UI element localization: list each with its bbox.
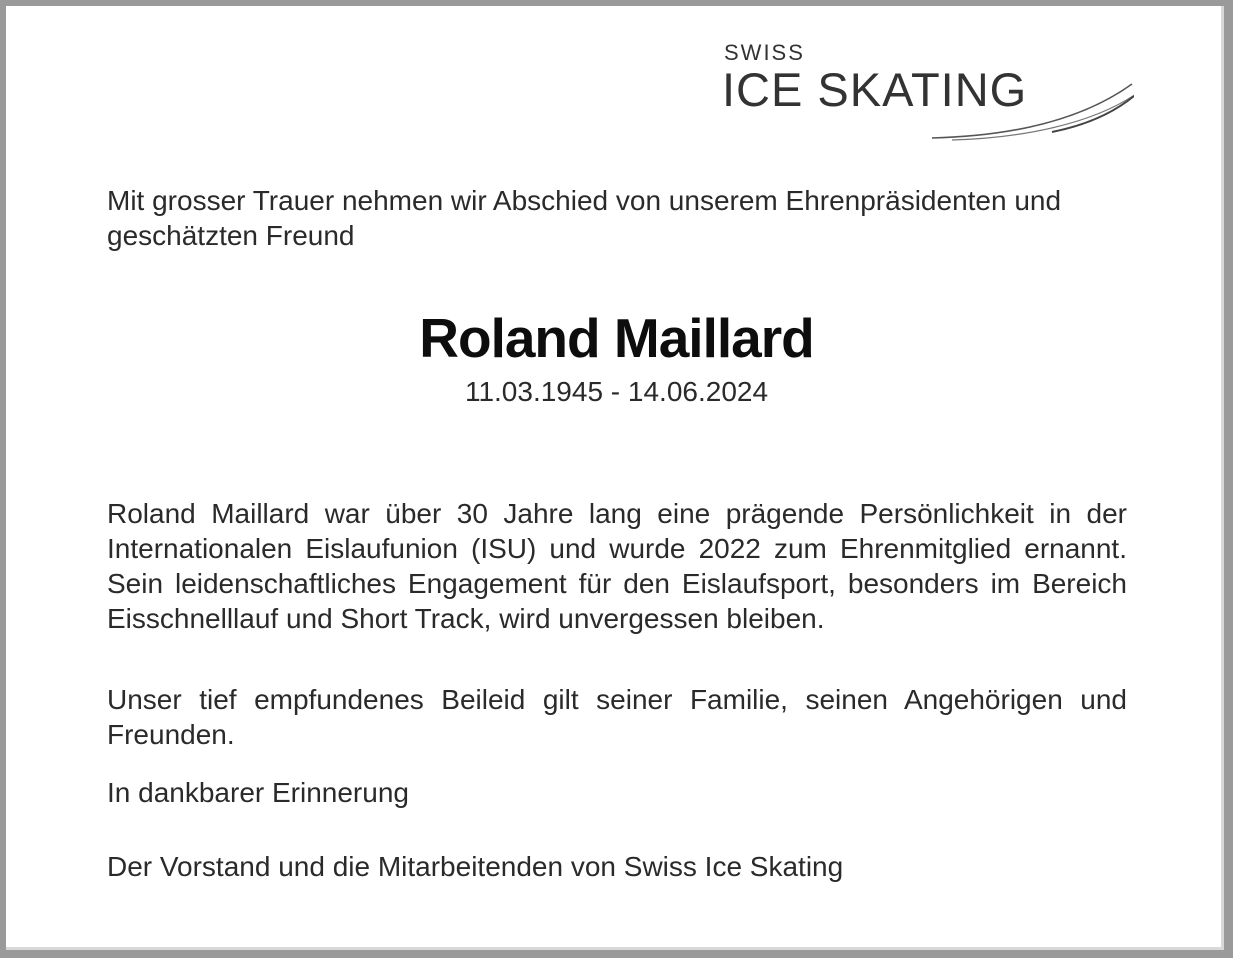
closing-line: In dankbarer Erinnerung: [107, 777, 409, 808]
tribute-paragraph: Roland Maillard war über 30 Jahre lang eine prägende Persönlichkeit in der Internationalen Eislaufunion (ISU) und wurde 2022 zum Ehrenmitglied ernannt. Sein leidenschaftliches Engagement für den Eislaufsport, besonders im Bereich Eisschnelllauf und Short Track, wird unvergessen bleiben.: [107, 498, 1127, 634]
condolence-paragraph: Unser tief empfundenes Beileid gilt seiner Familie, seinen Angehörigen und Freunden.: [107, 684, 1127, 750]
signature-line: Der Vorstand und die Mitarbeitenden von Swiss Ice Skating: [107, 851, 844, 882]
skate-swoosh-icon: [722, 40, 1134, 142]
obituary-page: [6, 6, 1224, 950]
logo-line-ice-skating: ICE SKATING: [722, 63, 1028, 116]
deceased-name: Roland Maillard: [419, 307, 814, 369]
life-dates: 11.03.1945 - 14.06.2024: [464, 376, 769, 407]
swiss-ice-skating-logo: [722, 40, 1134, 142]
intro-text: Mit grosser Trauer nehmen wir Abschied von unserem Ehrenpräsidenten und geschätzten Freund: [107, 185, 1062, 251]
logo-line-swiss: SWISS: [724, 40, 805, 65]
